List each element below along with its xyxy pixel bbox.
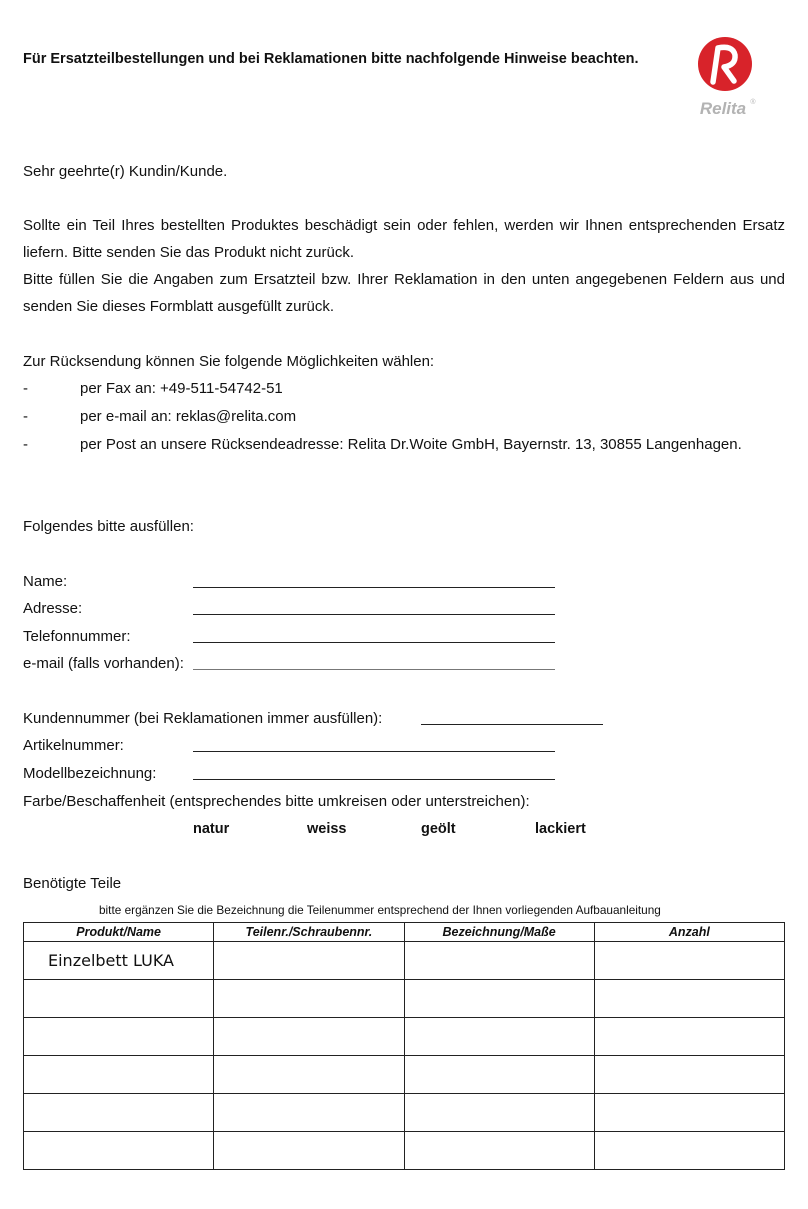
table-cell[interactable]	[214, 1132, 404, 1170]
table-cell[interactable]	[594, 1094, 784, 1132]
table-cell[interactable]	[594, 980, 784, 1018]
color-option-lackiert[interactable]: lackiert	[535, 821, 586, 837]
col-header-product: Produkt/Name	[24, 923, 214, 942]
relita-logo	[693, 36, 757, 120]
form-intro: Folgendes bitte ausfüllen:	[23, 518, 194, 535]
logo-wordmark: Relita	[699, 99, 747, 118]
table-cell[interactable]	[24, 1094, 214, 1132]
table-cell[interactable]	[594, 942, 784, 980]
table-cell[interactable]	[594, 1056, 784, 1094]
fax-text: per Fax an: +49-511-54742-51	[80, 380, 283, 397]
post-text: per Post an unsere Rücksendeadresse: Relita Dr.Woite GmbH, Bayernstr. 13, 30855 Langenhagen.	[80, 436, 742, 453]
table-cell[interactable]	[404, 1132, 594, 1170]
col-header-quantity: Anzahl	[594, 923, 784, 942]
intro-paragraph-2: Bitte füllen Sie die Angaben zum Ersatzteil bzw. Ihrer Reklamation in den unten angegebenen Feldern aus und senden Sie dieses Formblatt ausgefüllt zurück.	[23, 271, 785, 315]
bullet-dash: -	[23, 380, 28, 397]
bullet-dash: -	[23, 408, 28, 425]
model-field-line[interactable]	[193, 779, 555, 780]
col-header-part-number: Teilenr./Schraubennr.	[214, 923, 404, 942]
relita-logo-icon	[693, 36, 757, 120]
page-heading: Für Ersatzteilbestellungen und bei Reklamationen bitte nachfolgende Hinweise beachten.	[23, 51, 639, 67]
color-option-weiss[interactable]: weiss	[307, 821, 347, 837]
table-cell[interactable]	[404, 1094, 594, 1132]
customer-number-label: Kundennummer (bei Reklamationen immer ausfüllen):	[23, 710, 383, 727]
return-method-fax	[23, 375, 785, 402]
color-label: Farbe/Beschaffenheit (entsprechendes bitte umkreisen oder unterstreichen):	[23, 793, 530, 810]
table-row	[24, 1018, 785, 1056]
address-field-line[interactable]	[193, 614, 555, 615]
col-header-description: Bezeichnung/Maße	[404, 923, 594, 942]
color-option-geoelt[interactable]: geölt	[421, 821, 456, 837]
return-method-post	[23, 431, 785, 458]
table-cell[interactable]	[24, 1018, 214, 1056]
return-intro: Zur Rücksendung können Sie folgende Möglichkeiten wählen:	[23, 353, 435, 370]
table-cell[interactable]	[214, 980, 404, 1018]
table-cell[interactable]	[404, 980, 594, 1018]
parts-title: Benötigte Teile	[23, 875, 122, 892]
address-label: Adresse:	[23, 600, 83, 617]
color-option-natur[interactable]: natur	[193, 821, 230, 837]
table-cell[interactable]	[404, 942, 594, 980]
table-cell[interactable]	[24, 1132, 214, 1170]
phone-label: Telefonnummer:	[23, 628, 131, 645]
table-cell[interactable]	[404, 1056, 594, 1094]
email-text: per e-mail an: reklas@relita.com	[80, 408, 297, 425]
table-cell[interactable]	[24, 1056, 214, 1094]
table-row	[24, 1132, 785, 1170]
email-field-line[interactable]	[193, 669, 555, 670]
table-cell[interactable]	[214, 1094, 404, 1132]
table-cell[interactable]	[594, 1018, 784, 1056]
article-number-field-line[interactable]	[193, 751, 555, 752]
phone-field-line[interactable]	[193, 642, 555, 643]
logo-registered-mark: ®	[750, 99, 756, 106]
model-label: Modellbezeichnung:	[23, 765, 157, 782]
table-row	[24, 1056, 785, 1094]
table-cell[interactable]	[24, 980, 214, 1018]
table-header-row	[24, 923, 785, 942]
email-label: e-mail (falls vorhanden):	[23, 655, 184, 672]
table-cell[interactable]	[214, 1056, 404, 1094]
name-field-line[interactable]	[193, 587, 555, 588]
table-cell[interactable]: Einzelbett LUKA	[24, 942, 214, 980]
table-row	[24, 942, 785, 980]
customer-number-field-line[interactable]	[421, 724, 603, 725]
parts-note: bitte ergänzen Sie die Bezeichnung die Teilenummer entsprechend der Ihnen vorliegenden Aufbauanleitung	[99, 903, 661, 917]
table-cell[interactable]	[214, 1018, 404, 1056]
table-cell[interactable]	[404, 1018, 594, 1056]
table-row	[24, 980, 785, 1018]
article-number-label: Artikelnummer:	[23, 737, 124, 754]
intro-paragraph-1: Sollte ein Teil Ihres bestellten Produktes beschädigt sein oder fehlen, werden wir Ihnen entsprechenden Ersatz liefern. Bitte senden Sie das Produkt nicht zurück.	[23, 217, 785, 261]
table-cell[interactable]	[214, 942, 404, 980]
bullet-dash: -	[23, 436, 28, 453]
parts-table	[23, 922, 785, 1170]
salutation: Sehr geehrte(r) Kundin/Kunde.	[23, 163, 228, 180]
table-row	[24, 1094, 785, 1132]
name-label: Name:	[23, 573, 68, 590]
return-method-email	[23, 403, 785, 430]
table-cell[interactable]	[594, 1132, 784, 1170]
